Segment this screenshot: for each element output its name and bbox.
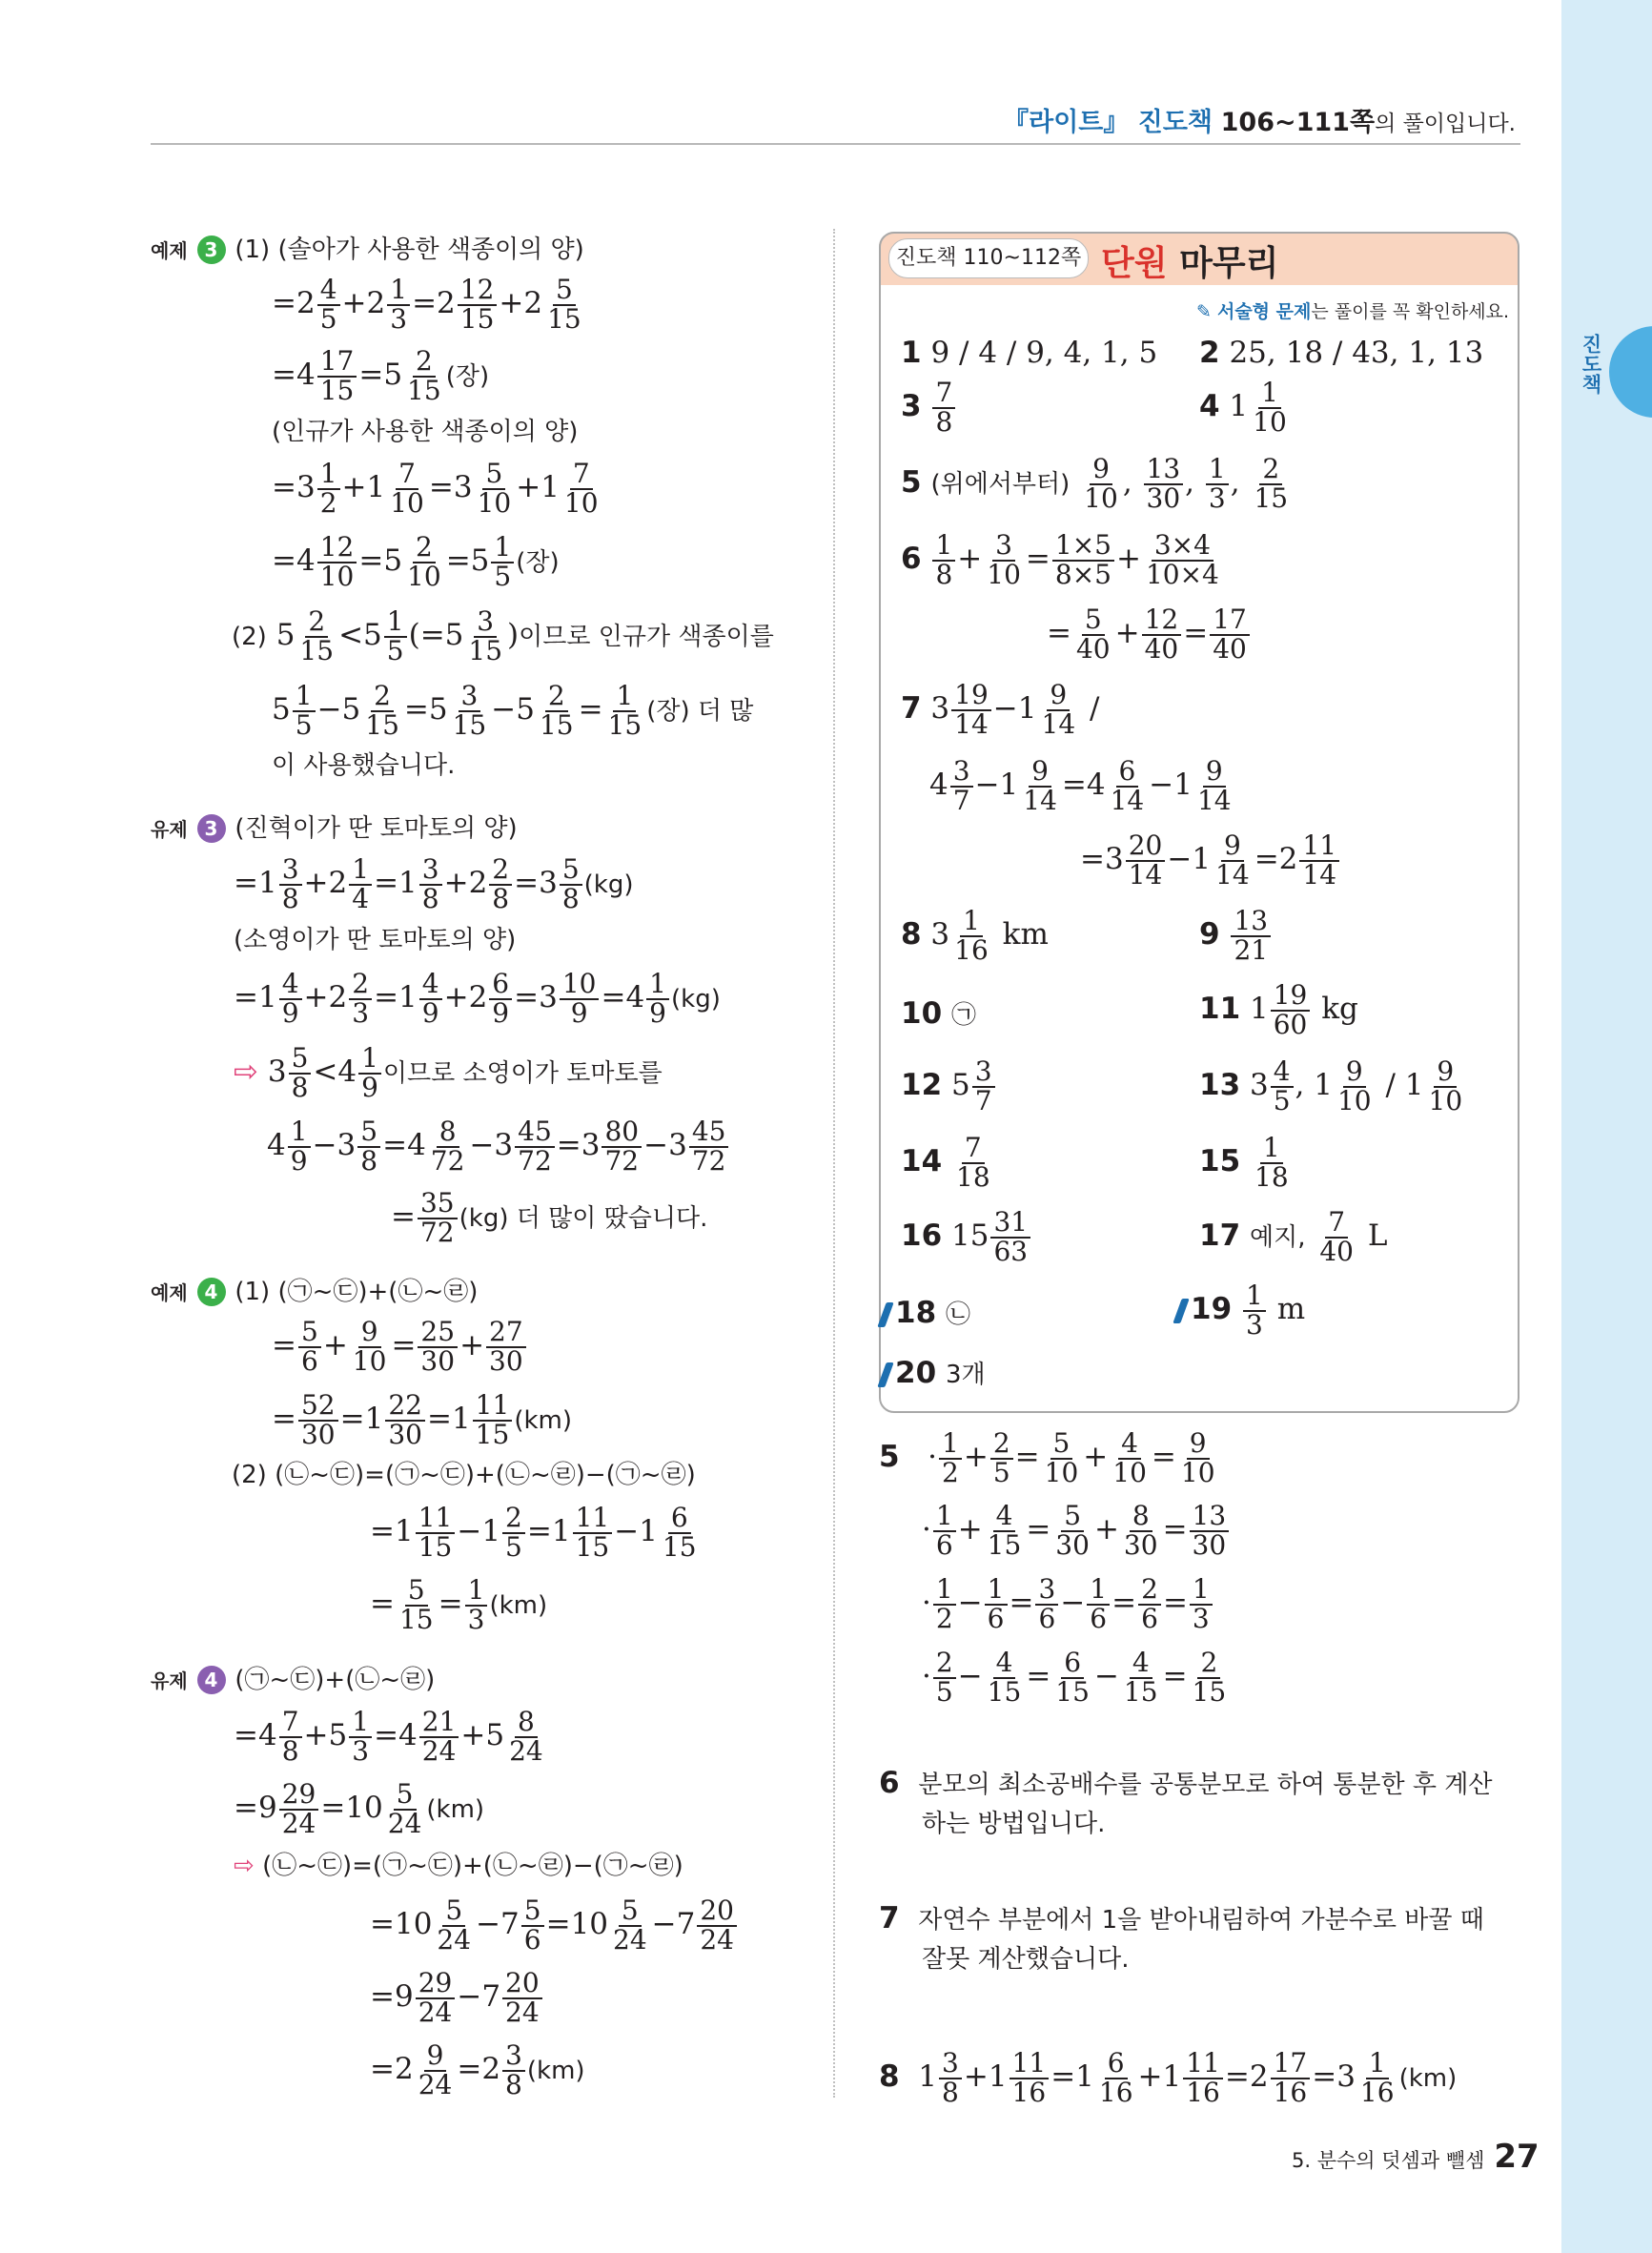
arrow-icon: ⇨ [234,1852,255,1880]
answer-18: 18 ㉡ [882,1299,970,1328]
answer-16: 16 15 $\frac{31}{63}$ [901,1209,1032,1265]
explain-8: 8 1 $\frac{3}{8}$ +1 $\frac{11}{16}$ =1 $\frac{6}{16}$ +1 $\frac{11}{16}$ =2 $\frac{17}{16}$ =3 $\frac{1}{16}$ (km) [879,2047,1458,2108]
header-book: 『라이트』 진도책 [1003,108,1214,137]
answer-14: 14 $\frac{7}{18}$ [901,1132,990,1193]
yu3-difference: 4 $\frac{1}{9}$ −3 $\frac{5}{8}$ =4 $\frac{8}{72}$ −3 $\frac{45}{72}$ =3 $\frac{80}{72}$ −3 $\frac{45}{72}$ [267,1118,730,1175]
answer-1: 1 9 / 4 / 9, 4, 1, 5 [901,336,1158,370]
answer-19: 19 $\frac{1}{3}$ m [1177,1282,1305,1339]
ex4-line3: =1 $\frac{11}{15}$ −1 $\frac{2}{5}$ =1 $\frac{11}{15}$ −1 $\frac{6}{15}$ [370,1502,697,1563]
explain-7: 7 자연수 부분에서 1을 받아내림하여 가분수로 바꿀 때 [879,1901,1484,1936]
ex4-line4: = $\frac{5}{15}$ = $\frac{1}{3}$ (km) [370,1574,548,1635]
explain-5-line1: 5 · $\frac{1}{2}$ + $\frac{2}{5}$ = $\frac{5}{10}$ + $\frac{4}{10}$ = $\frac{9}{10}$ [879,1427,1215,1488]
explain-5-line3: · $\frac{1}{2}$ − $\frac{1}{6}$ = $\frac{3}{6}$ − $\frac{1}{6}$ = $\frac{2}{6}$ = $\frac{1}{3}$ [922,1576,1214,1632]
ex4-line2: = $\frac{52}{30}$ =1 $\frac{22}{30}$ =1 $\frac{11}{15}$ (km) [272,1389,572,1450]
ex3-line4: =4 $\frac{12}{10}$ =5 $\frac{2}{10}$ =5 $\frac{1}{5}$ (장) [272,531,560,592]
answer-6-line2: = $\frac{5}{40}$ + $\frac{12}{40}$ = $\frac{17}{40}$ [1047,606,1252,663]
yu4-part2-heading: ⇨ (㉡~㉢)=(㉠~㉢)+(㉡~㉣)−(㉠~㉣) [234,1852,683,1880]
ex3-compare: (2) 5 $\frac{2}{15}$ <5 $\frac{1}{5}$ (=5 $\frac{3}{15}$ )이므로 인규가 색종이를 [232,605,774,666]
explain-6-line2: 하는 방법입니다. [922,1810,1106,1838]
answer-7-line3: =3 $\frac{20}{14}$ −1 $\frac{9}{14}$ =2 $\frac{11}{14}$ [1080,832,1341,889]
explain-5-line4: · $\frac{2}{5}$ − $\frac{4}{15}$ = $\frac{6}{15}$ − $\frac{4}{15}$ = $\frac{2}{15}$ [922,1647,1227,1708]
ex3-sub-heading: (인규가 사용한 색종이의 양) [272,418,579,446]
review-note: ✎ 서술형 문제는 풀이를 꼭 확인하세요. [1196,301,1510,322]
yu4-line4: =9 $\frac{29}{24}$ −7 $\frac{20}{24}$ [370,1970,544,2026]
yu3-result: = $\frac{35}{72}$ (kg) 더 많이 땄습니다. [391,1187,708,1248]
header-rule [151,143,1520,145]
answer-11: 11 1 $\frac{19}{60}$ kg [1199,979,1358,1040]
answer-6: 6 $\frac{1}{8}$ + $\frac{3}{10}$ = $\frac{1\times 5}{8\times 5}$ + $\frac{3\times 4}{10\times 4}$ [901,529,1219,590]
page-footer: 5. 분수의 덧셈과 뺄셈 27 [1292,2138,1540,2176]
answer-3: 3 $\frac{7}{8}$ [901,379,957,436]
yu4-line1: =4 $\frac{7}{8}$ +5 $\frac{1}{3}$ =4 $\frac{21}{24}$ +5 $\frac{8}{24}$ [234,1706,543,1767]
explain-7-line2: 잘못 계산했습니다. [922,1945,1130,1974]
ex3-line2: =4 $\frac{17}{15}$ =5 $\frac{2}{15}$ (장) [272,345,490,406]
yu4-heading: 유제 4 (㉠~㉢)+(㉡~㉣) [151,1666,436,1694]
answer-7: 7 3 $\frac{19}{14}$ −1 $\frac{9}{14}$ / [901,679,1100,740]
answer-13: 13 3 $\frac{4}{5}$ , 1 $\frac{9}{10}$ / 1 $\frac{9}{10}$ [1199,1055,1463,1116]
page-header [972,101,1516,138]
answer-17: 17 예지, $\frac{7}{40}$ L [1199,1206,1388,1267]
yu3-line2: =1 $\frac{4}{9}$ +2 $\frac{2}{3}$ =1 $\frac{4}{9}$ +2 $\frac{6}{9}$ =3 $\frac{10}{9}$ =4 $\frac{1}{9}$ (kg) [234,968,721,1029]
explain-6: 6 분모의 최소공배수를 공통분모로 하여 통분한 후 계산 [879,1766,1493,1800]
yu3-badge: 3 [197,814,226,843]
answer-5: 5 (위에서부터) $\frac{9}{10}$ , $\frac{13}{30}$ , $\frac{1}{3}$ , $\frac{2}{15}$ [901,453,1289,514]
yu3-line1: =1 $\frac{3}{8}$ +2 $\frac{1}{4}$ =1 $\frac{3}{8}$ +2 $\frac{2}{8}$ =3 $\frac{5}{8}$ (kg) [234,853,634,914]
answer-2: 2 25, 18 / 43, 1, 13 [1199,336,1484,370]
ex3-difference: 5 $\frac{1}{5}$ −5 $\frac{2}{15}$ =5 $\frac{3}{15}$ −5 $\frac{2}{15}$ = $\frac{1}{15}$ (장) 더 많 [272,680,754,741]
answer-9: 9 $\frac{13}{21}$ [1199,908,1273,964]
ex4-line1: = $\frac{5}{6}$ + $\frac{9}{10}$ = $\frac{25}{30}$ + $\frac{27}{30}$ [272,1319,528,1375]
answer-12: 12 5 $\frac{3}{7}$ [901,1058,997,1115]
ex3-line1: =2 $\frac{4}{5}$ +2 $\frac{1}{3}$ =2 $\frac{12}{15}$ +2 $\frac{5}{15}$ [272,274,581,335]
ex4-badge: 4 [197,1278,226,1306]
ex3-conclusion: 이 사용했습니다. [272,751,456,780]
header-suffix: 의 풀이입니다. [1375,112,1516,136]
header-pages: 106~111쪽 [1220,108,1376,137]
ex4-part2-heading: (2) (㉡~㉢)=(㉠~㉢)+(㉡~㉣)−(㉠~㉣) [232,1461,696,1489]
ex3-line3: =3 $\frac{1}{2}$ +1 $\frac{7}{10}$ =3 $\frac{5}{10}$ +1 $\frac{7}{10}$ [272,458,599,519]
ex3-badge: 3 [197,236,226,264]
review-page-pill: 진도책 110~112쪽 [888,238,1089,278]
page-number: 27 [1494,2138,1540,2176]
ex4-heading: 예제 4 (1) (㉠~㉢)+(㉡~㉣) [151,1278,479,1306]
review-title: 단원 마무리 [1101,244,1279,283]
explain-5-line2: · $\frac{1}{6}$ + $\frac{4}{15}$ = $\frac{5}{30}$ + $\frac{8}{30}$ = $\frac{13}{30}$ [922,1503,1231,1559]
yu3-heading: 유제 3 (진혁이가 딴 토마토의 양) [151,814,518,843]
answer-4: 4 1 $\frac{1}{10}$ [1199,377,1287,438]
yu4-line5: =2 $\frac{9}{24}$ =2 $\frac{3}{8}$ (km) [370,2039,585,2100]
answer-10: 10 ㉠ [901,996,977,1031]
answer-15: 15 $\frac{1}{18}$ [1199,1132,1289,1193]
yu4-line3: =10 $\frac{5}{24}$ −7 $\frac{5}{6}$ =10 $\frac{5}{24}$ −7 $\frac{20}{24}$ [370,1897,739,1954]
pencil-icon: ✎ [1196,301,1212,322]
answer-8: 8 3 $\frac{1}{16}$ km [901,905,1049,966]
yu3-compare: ⇨ 3 $\frac{5}{8}$ <4 $\frac{1}{9}$ 이므로 소영이가 토마토를 [234,1042,663,1103]
yu3-sub-heading: (소영이가 딴 토마토의 양) [234,926,517,954]
yu4-badge: 4 [197,1666,226,1694]
arrow-icon: ⇨ [234,1055,258,1090]
answer-20: 20 3개 [882,1359,986,1388]
yu4-line2: =9 $\frac{29}{24}$ =10 $\frac{5}{24}$ (km) [234,1778,485,1839]
answer-7-line2: 4 $\frac{3}{7}$ −1 $\frac{9}{14}$ =4 $\frac{6}{14}$ −1 $\frac{9}{14}$ [929,755,1232,816]
column-divider [833,229,835,2098]
ex3-heading: 예제 3 (1) (솔아가 사용한 색종이의 양) [151,236,584,264]
side-tab-label: 진도책 [1580,334,1602,394]
